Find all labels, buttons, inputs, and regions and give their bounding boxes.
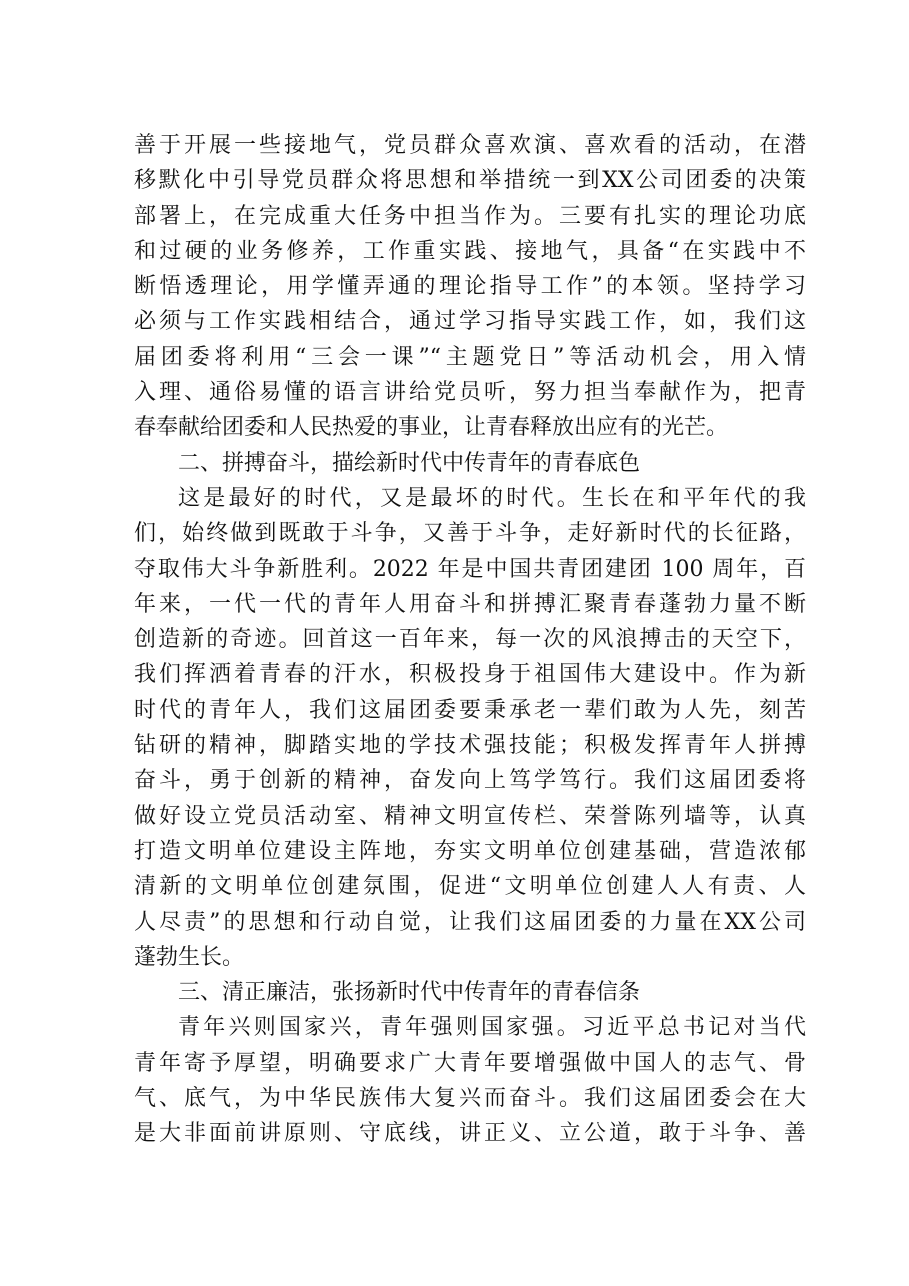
section-heading-2: 二、拼搏奋斗，描绘新时代中传青年的青春底色 [178, 450, 641, 476]
text-line: 气、底气，为中华民族伟大复兴而奋斗。我们这届团委会在大 [134, 1086, 806, 1112]
text-line: 钻研的精神，脚踏实地的学技术强技能；积极发挥青年人拼搏 [134, 733, 806, 759]
text-line: 移默化中引导党员群众将思想和举措统一到XX公司团委的决策 [134, 168, 806, 194]
text-line: 夺取伟大斗争新胜利。2022 年是中国共青团建团 100 周年，百 [134, 556, 806, 582]
text-line: 入理、通俗易懂的语言讲给党员听，努力担当奉献作为，把青 [134, 380, 806, 406]
text-line: 清新的文明单位创建氛围，促进“文明单位创建人人有责、人 [134, 874, 806, 900]
text-line: 必须与工作实践相结合，通过学习指导实践工作，如，我们这 [134, 309, 806, 335]
text-line: 打造文明单位建设主阵地，夯实文明单位创建基础，营造浓郁 [134, 838, 806, 864]
document-page [134, 128, 806, 1152]
text-line: 做好设立党员活动室、精神文明宣传栏、荣誉陈列墙等，认真 [134, 803, 806, 829]
text-line: 人尽责”的思想和行动自觉，让我们这届团委的力量在XX公司 [134, 909, 806, 935]
text-line: 创造新的奇迹。回首这一百年来，每一次的风浪搏击的天空下， [134, 627, 806, 653]
text-line: 们，始终做到既敢于斗争，又善于斗争，走好新时代的长征路， [134, 521, 806, 547]
text-line: 断悟透理论，用学懂弄通的理论指导工作”的本领。坚持学习 [134, 274, 806, 300]
text-line: 和过硬的业务修养，工作重实践、接地气，具备“在实践中不 [134, 238, 806, 264]
text-line: 青年寄予厚望，明确要求广大青年要增强做中国人的志气、骨 [134, 1050, 806, 1076]
text-line: 届团委将利用“三会一课”“主题党日”等活动机会，用入情 [134, 344, 806, 370]
text-line: 春奉献给团委和人民热爱的事业，让青春释放出应有的光芒。 [134, 415, 729, 441]
text-line: 这是最好的时代，又是最坏的时代。生长在和平年代的我 [178, 485, 806, 511]
text-line: 我们挥洒着青春的汗水，积极投身于祖国伟大建设中。作为新 [134, 662, 806, 688]
text-line: 时代的青年人，我们这届团委要秉承老一辈们敢为人先，刻苦 [134, 697, 806, 723]
text-line: 部署上，在完成重大任务中担当作为。三要有扎实的理论功底 [134, 203, 806, 229]
text-line: 年来，一代一代的青年人用奋斗和拼搏汇聚青春蓬勃力量不断 [134, 591, 806, 617]
text-line: 是大非面前讲原则、守底线，讲正义、立公道，敢于斗争、善 [134, 1121, 806, 1147]
text-line: 蓬勃生长。 [134, 944, 245, 970]
text-line: 青年兴则国家兴，青年强则国家强。习近平总书记对当代 [178, 1015, 806, 1041]
text-line: 善于开展一些接地气，党员群众喜欢演、喜欢看的活动，在潜 [134, 133, 806, 158]
text-line: 奋斗，勇于创新的精神，奋发向上笃学笃行。我们这届团委将 [134, 768, 806, 794]
section-heading-3: 三、清正廉洁，张扬新时代中传青年的青春信条 [178, 980, 641, 1006]
